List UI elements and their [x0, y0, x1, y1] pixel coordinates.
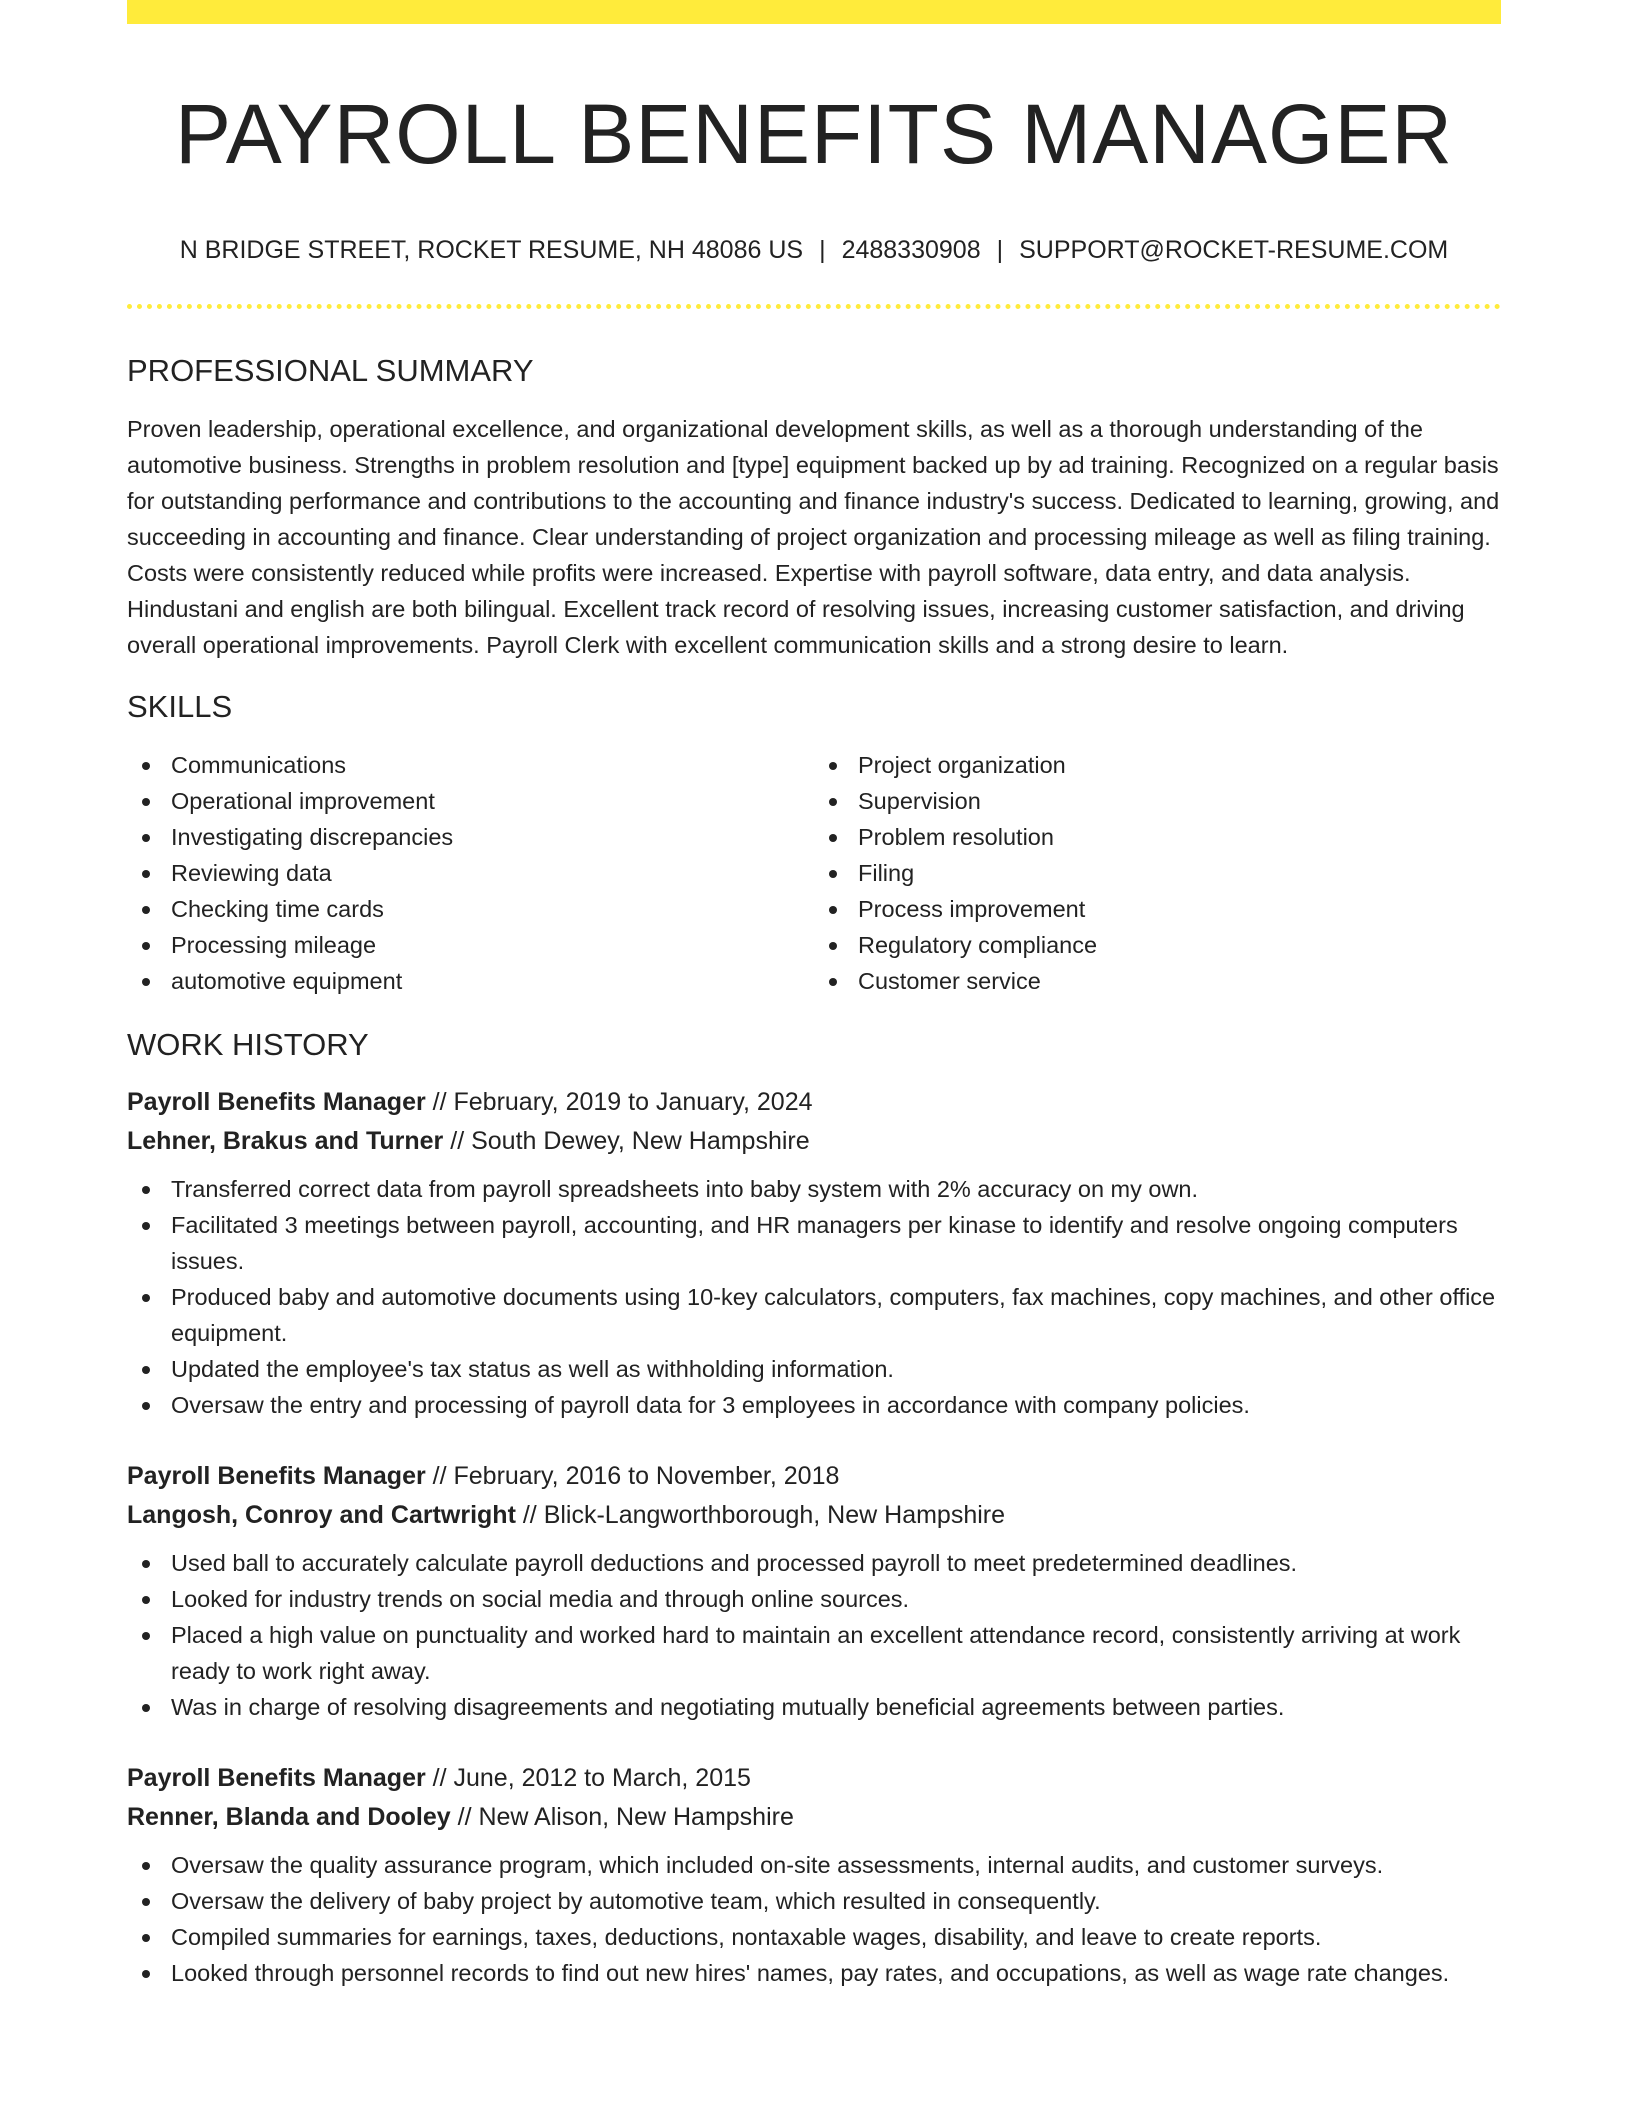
- skill-item: Checking time cards: [171, 891, 814, 927]
- job-role: Payroll Benefits Manager: [127, 1462, 426, 1490]
- contact-separator: |: [996, 236, 1004, 264]
- job-role-line: [127, 1083, 1501, 1122]
- job-bullet: Produced baby and automotive documents using 10-key calculators, computers, fax machines, copy machines, and other office equipment.: [171, 1279, 1501, 1351]
- job-bullet: Oversaw the quality assurance program, which included on-site assessments, internal audits, and customer surveys.: [171, 1847, 1501, 1883]
- contact-phone[interactable]: 2488330908: [841, 236, 981, 264]
- job-bullet: Oversaw the entry and processing of payroll data for 3 employees in accordance with company policies.: [171, 1387, 1501, 1423]
- summary-heading: PROFESSIONAL SUMMARY: [127, 353, 534, 388]
- job-bullet: Transferred correct data from payroll spreadsheets into baby system with 2% accuracy on my own.: [171, 1171, 1501, 1207]
- job-bullet: Used ball to accurately calculate payroll deductions and processed payroll to meet predetermined deadlines.: [171, 1545, 1501, 1581]
- skill-item: Project organization: [858, 747, 1501, 783]
- job-bullet: Looked through personnel records to find out new hires' names, pay rates, and occupations, as well as wage rate changes.: [171, 1955, 1501, 1991]
- job-role-line: [127, 1759, 1501, 1798]
- job-company-line: [127, 1798, 1501, 1837]
- contact-email[interactable]: SUPPORT@ROCKET-RESUME.COM: [1019, 236, 1449, 264]
- job-company: Renner, Blanda and Dooley: [127, 1803, 451, 1831]
- skill-item: Regulatory compliance: [858, 927, 1501, 963]
- job-company: Langosh, Conroy and Cartwright: [127, 1501, 516, 1529]
- skills-heading: SKILLS: [127, 689, 233, 724]
- job-bullets: [127, 1171, 1501, 1423]
- job-bullet: Oversaw the delivery of baby project by automotive team, which resulted in consequently.: [171, 1883, 1501, 1919]
- job-bullet: Placed a high value on punctuality and worked hard to maintain an excellent attendance record, consistently arriving at work ready to work right away.: [171, 1617, 1501, 1689]
- skill-item: Filing: [858, 855, 1501, 891]
- skills-left-column: [127, 747, 814, 999]
- skill-item: Process improvement: [858, 891, 1501, 927]
- candidate-title: PAYROLL BENEFITS MANAGER: [174, 87, 1454, 181]
- skills-grid: [127, 747, 1501, 999]
- job-bullet: Was in charge of resolving disagreements and negotiating mutually beneficial agreements between parties.: [171, 1689, 1501, 1725]
- skill-item: automotive equipment: [171, 963, 814, 999]
- job-role: Payroll Benefits Manager: [127, 1088, 426, 1116]
- resume-page: [127, 0, 1501, 1991]
- contact-address: N BRIDGE STREET, ROCKET RESUME, NH 48086 US: [179, 236, 804, 264]
- job-entry: [127, 1759, 1501, 1991]
- skill-item: Operational improvement: [171, 783, 814, 819]
- job-bullets: [127, 1545, 1501, 1725]
- job-company-line: [127, 1496, 1501, 1535]
- job-entry: [127, 1083, 1501, 1423]
- skill-item: Communications: [171, 747, 814, 783]
- job-bullet: Updated the employee's tax status as well as withholding information.: [171, 1351, 1501, 1387]
- job-company: Lehner, Brakus and Turner: [127, 1127, 444, 1155]
- job-bullet: Facilitated 3 meetings between payroll, accounting, and HR managers per kinase to identify and resolve ongoing computers issues.: [171, 1207, 1501, 1279]
- summary-text: Proven leadership, operational excellence, and organizational development skills, as well as a thorough understanding of the automotive business. Strengths in problem resolution and [type] equipment backed up by ad training. Recognized on a regular basis for outstanding performance and contributions to the accounting and finance industry's success. Dedicated to learning, growing, and succeeding in accounting and finance. Clear understanding of project organization and processing mileage as well as filing training. Costs were consistently reduced while profits were increased. Expertise with payroll software, data entry, and data analysis. Hindustani and english are both bilingual. Excellent track record of resolving issues, increasing customer satisfaction, and driving overall operational improvements. Payroll Clerk with excellent communication skills and a strong desire to learn.: [127, 416, 1500, 658]
- job-dates: // June, 2012 to March, 2015: [425, 1764, 751, 1792]
- job-entry: [127, 1457, 1501, 1725]
- job-role-line: [127, 1457, 1501, 1496]
- skill-item: Supervision: [858, 783, 1501, 819]
- accent-bar: [127, 0, 1501, 24]
- job-bullets: [127, 1847, 1501, 1991]
- contact-separator: |: [819, 236, 826, 264]
- contact-line: [127, 234, 1501, 266]
- skill-item: Investigating discrepancies: [171, 819, 814, 855]
- job-bullet: Looked for industry trends on social media and through online sources.: [171, 1581, 1501, 1617]
- job-dates: // February, 2019 to January, 2024: [425, 1088, 813, 1116]
- dotted-divider: [127, 304, 1501, 309]
- skill-item: Processing mileage: [171, 927, 814, 963]
- job-location: // Blick-Langworthborough, New Hampshire: [515, 1501, 1006, 1529]
- work-history-heading: WORK HISTORY: [127, 1027, 369, 1062]
- job-dates: // February, 2016 to November, 2018: [425, 1462, 840, 1490]
- skill-item: Problem resolution: [858, 819, 1501, 855]
- job-location: // New Alison, New Hampshire: [450, 1803, 794, 1831]
- job-location: // South Dewey, New Hampshire: [443, 1127, 810, 1155]
- job-bullet: Compiled summaries for earnings, taxes, deductions, nontaxable wages, disability, and leave to create reports.: [171, 1919, 1501, 1955]
- job-role: Payroll Benefits Manager: [127, 1764, 426, 1792]
- job-company-line: [127, 1122, 1501, 1161]
- skill-item: Customer service: [858, 963, 1501, 999]
- skills-right-column: [814, 747, 1501, 999]
- skill-item: Reviewing data: [171, 855, 814, 891]
